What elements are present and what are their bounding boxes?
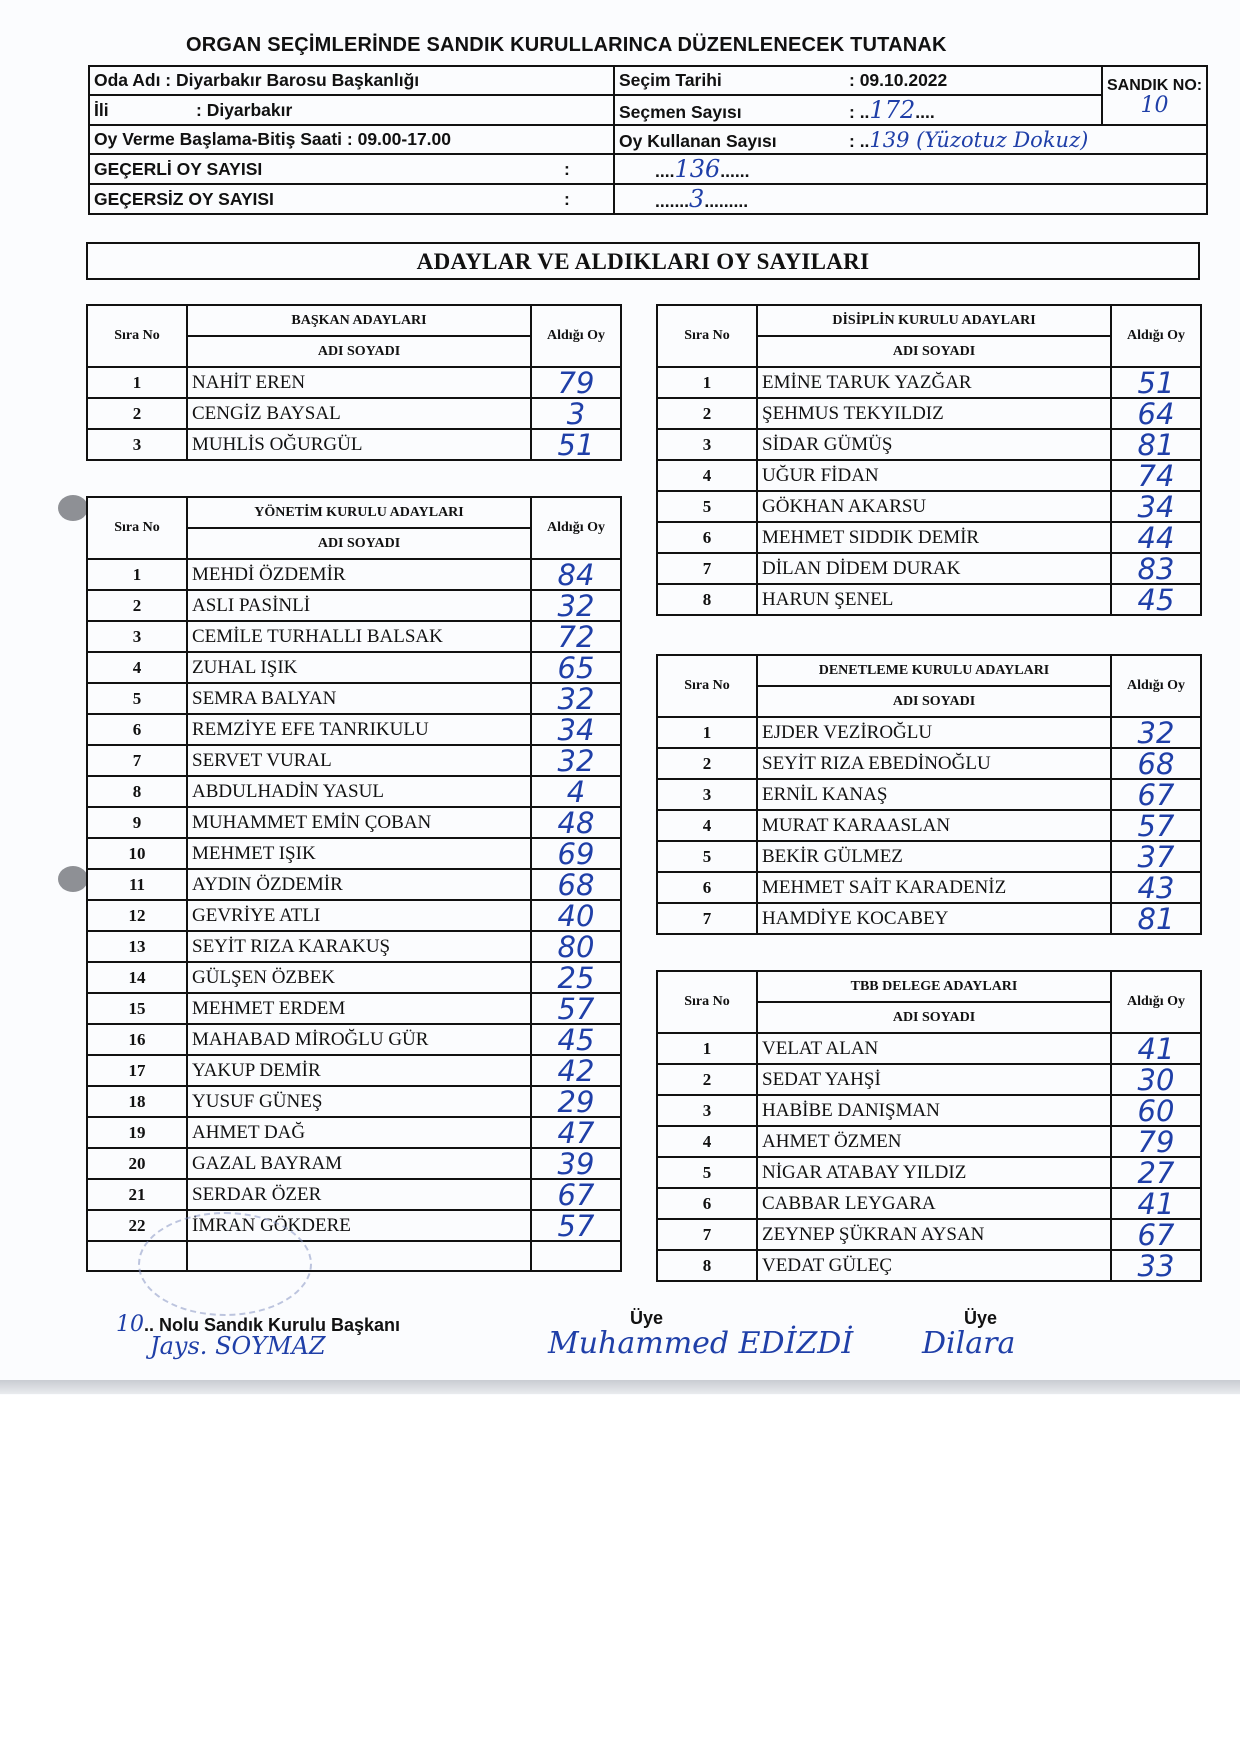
vote-count: 42 <box>531 1055 621 1086</box>
yonetim-table <box>86 496 622 1272</box>
col-aldigi-oy: Aldığı Oy <box>531 305 621 367</box>
candidate-row <box>657 1188 1201 1219</box>
candidate-name: ŞEHMUS TEKYILDIZ <box>757 398 1111 429</box>
candidate-name: YAKUP DEMİR <box>187 1055 531 1086</box>
vote-count: 84 <box>531 559 621 590</box>
candidate-row <box>657 460 1201 491</box>
vote-count: 68 <box>1111 748 1201 779</box>
sira-no-cell: 1 <box>87 559 187 590</box>
vote-count: 34 <box>531 714 621 745</box>
disiplin-table <box>656 304 1202 616</box>
candidate-name: MURAT KARAASLAN <box>757 810 1111 841</box>
vote-count: 41 <box>1111 1188 1201 1219</box>
sira-no-cell: 16 <box>87 1024 187 1055</box>
vote-count: 79 <box>531 367 621 398</box>
colon: : <box>564 158 570 179</box>
section-title: ADAYLAR VE ALDIKLARI OY SAYILARI <box>86 242 1200 280</box>
sira-no-cell: 18 <box>87 1086 187 1117</box>
sira-no-cell: 3 <box>657 429 757 460</box>
candidate-row <box>87 745 621 776</box>
gecersiz-value: 3 <box>689 185 705 213</box>
sira-no-cell: 19 <box>87 1117 187 1148</box>
vote-count: 32 <box>1111 717 1201 748</box>
candidate-row <box>87 900 621 931</box>
candidate-name: SERDAR ÖZER <box>187 1179 531 1210</box>
candidate-row <box>657 1250 1201 1281</box>
candidate-row <box>657 717 1201 748</box>
vote-count: 67 <box>1111 1219 1201 1250</box>
sira-no-cell: 5 <box>87 683 187 714</box>
candidate-name: SEDAT YAHŞİ <box>757 1064 1111 1095</box>
scan-edge <box>0 1380 1240 1394</box>
sira-no-cell: 15 <box>87 993 187 1024</box>
candidate-name: SEYİT RIZA EBEDİNOĞLU <box>757 748 1111 779</box>
candidate-name: AHMET DAĞ <box>187 1117 531 1148</box>
disiplin-heading: DİSİPLİN KURULU ADAYLARI <box>757 305 1111 336</box>
baskan-table <box>86 304 622 461</box>
ili-value: : Diyarbakır <box>196 99 293 120</box>
candidate-row <box>87 429 621 460</box>
sira-no-cell: 4 <box>657 460 757 491</box>
candidate-row <box>657 553 1201 584</box>
tbb-table <box>656 970 1202 1282</box>
candidate-row <box>657 841 1201 872</box>
sira-no-cell: 1 <box>657 717 757 748</box>
candidate-row <box>87 1148 621 1179</box>
vote-count: 51 <box>1111 367 1201 398</box>
sira-no-cell: 5 <box>657 841 757 872</box>
vote-count: 51 <box>531 429 621 460</box>
vote-count: 74 <box>1111 460 1201 491</box>
sira-no-cell: 2 <box>657 748 757 779</box>
yonetim-heading: YÖNETİM KURULU ADAYLARI <box>187 497 531 528</box>
gecerli-value: 136 <box>674 155 721 183</box>
vote-count: 83 <box>1111 553 1201 584</box>
candidate-row <box>87 683 621 714</box>
official-stamp <box>138 1212 312 1316</box>
sira-no-cell: 6 <box>657 872 757 903</box>
candidate-name: HAMDİYE KOCABEY <box>757 903 1111 934</box>
col-adi-soyadi: ADI SOYADI <box>757 686 1111 717</box>
sira-no-cell: 2 <box>657 1064 757 1095</box>
sira-no-cell: 20 <box>87 1148 187 1179</box>
tbb-rows <box>657 1033 1201 1281</box>
vote-count: 32 <box>531 745 621 776</box>
candidate-row <box>87 931 621 962</box>
ili-label: İli <box>94 99 109 120</box>
gecerli-cell <box>89 154 614 184</box>
ili-cell <box>89 95 614 125</box>
candidate-name: NAHİT EREN <box>187 367 531 398</box>
tbb-heading: TBB DELEGE ADAYLARI <box>757 971 1111 1002</box>
candidate-name: YUSUF GÜNEŞ <box>187 1086 531 1117</box>
col-adi-soyadi: ADI SOYADI <box>187 528 531 559</box>
candidate-name: İMRAN GÖKDERE <box>187 1210 531 1241</box>
candidate-row <box>657 810 1201 841</box>
vote-count: 41 <box>1111 1033 1201 1064</box>
candidate-row <box>657 779 1201 810</box>
candidate-row <box>657 872 1201 903</box>
candidate-name: HABİBE DANIŞMAN <box>757 1095 1111 1126</box>
vote-count: 72 <box>531 621 621 652</box>
candidate-name: CENGİZ BAYSAL <box>187 398 531 429</box>
sira-no-cell: 7 <box>657 903 757 934</box>
col-sira-no: Sıra No <box>87 305 187 367</box>
candidate-name: ZEYNEP ŞÜKRAN AYSAN <box>757 1219 1111 1250</box>
denetleme-rows <box>657 717 1201 934</box>
candidate-row <box>87 1086 621 1117</box>
candidate-name: EMİNE TARUK YAZĞAR <box>757 367 1111 398</box>
candidate-row <box>657 903 1201 934</box>
candidate-row <box>87 838 621 869</box>
sira-no-cell: 6 <box>657 1188 757 1219</box>
candidate-row <box>87 367 621 398</box>
member2-label: Üye <box>964 1308 998 1328</box>
sira-no-cell: 12 <box>87 900 187 931</box>
candidate-row <box>657 1126 1201 1157</box>
vote-count: 60 <box>1111 1095 1201 1126</box>
vote-count: 68 <box>531 869 621 900</box>
oda-adi: Oda Adı : Diyarbakır Barosu Başkanlığı <box>89 66 614 95</box>
sira-no-cell: 5 <box>657 1157 757 1188</box>
member2-signature: Dilara <box>922 1326 1016 1361</box>
vote-count: 48 <box>531 807 621 838</box>
sira-no-cell: 17 <box>87 1055 187 1086</box>
candidate-name: ABDULHADİN YASUL <box>187 776 531 807</box>
sira-no-cell: 7 <box>657 1219 757 1250</box>
candidate-row <box>87 714 621 745</box>
candidate-row <box>657 1157 1201 1188</box>
col-sira-no: Sıra No <box>87 497 187 559</box>
candidate-name: VEDAT GÜLEÇ <box>757 1250 1111 1281</box>
sira-no-cell: 14 <box>87 962 187 993</box>
vote-count: 69 <box>531 838 621 869</box>
oy-kullanan-value: 139 (Yüzotuz Dokuz) <box>869 127 1089 152</box>
candidate-name: NİGAR ATABAY YILDIZ <box>757 1157 1111 1188</box>
col-aldigi-oy: Aldığı Oy <box>531 497 621 559</box>
oy-verme-saati: Oy Verme Başlama-Bitiş Saati : 09.00-17.00 <box>89 125 614 154</box>
sira-no-cell: 8 <box>657 1250 757 1281</box>
gecersiz-label: GEÇERSİZ OY SAYISI <box>94 188 274 209</box>
sira-no-cell: 3 <box>87 621 187 652</box>
gecerli-value-cell: ....136...... <box>614 154 1207 184</box>
candidate-name: VELAT ALAN <box>757 1033 1111 1064</box>
disiplin-rows <box>657 367 1201 615</box>
denetleme-heading: DENETLEME KURULU ADAYLARI <box>757 655 1111 686</box>
sira-no-cell: 11 <box>87 869 187 900</box>
secmen-sayisi-label: Seçmen Sayısı <box>619 102 742 122</box>
vote-count: 64 <box>1111 398 1201 429</box>
vote-count: 27 <box>1111 1157 1201 1188</box>
candidate-row <box>87 1117 621 1148</box>
sira-no-cell: 1 <box>657 367 757 398</box>
candidate-row <box>87 621 621 652</box>
gecersiz-cell <box>89 184 614 214</box>
candidate-row <box>657 1064 1201 1095</box>
candidate-row <box>657 1033 1201 1064</box>
candidate-row <box>87 807 621 838</box>
vote-count: 32 <box>531 683 621 714</box>
candidate-name: GÜLŞEN ÖZBEK <box>187 962 531 993</box>
sira-no-cell: 9 <box>87 807 187 838</box>
candidate-name: DİLAN DİDEM DURAK <box>757 553 1111 584</box>
candidate-name: CABBAR LEYGARA <box>757 1188 1111 1219</box>
candidate-name: AHMET ÖZMEN <box>757 1126 1111 1157</box>
sira-no-cell: 8 <box>87 776 187 807</box>
punch-hole <box>58 866 88 892</box>
vote-count: 45 <box>531 1024 621 1055</box>
sira-no-cell: 7 <box>87 745 187 776</box>
candidate-row <box>87 776 621 807</box>
sira-no-cell: 2 <box>87 398 187 429</box>
candidate-name: MEHMET IŞIK <box>187 838 531 869</box>
candidate-row <box>657 1095 1201 1126</box>
sira-no-cell: 4 <box>87 652 187 683</box>
president-signature: Jays. SOYMAZ <box>150 1332 326 1360</box>
candidate-row <box>87 1024 621 1055</box>
vote-count: 80 <box>531 931 621 962</box>
punch-hole <box>58 495 88 521</box>
candidate-name: GEVRİYE ATLI <box>187 900 531 931</box>
candidate-row <box>87 652 621 683</box>
candidate-row <box>657 1219 1201 1250</box>
colon: : <box>564 188 570 209</box>
col-adi-soyadi: ADI SOYADI <box>757 336 1111 367</box>
secim-tarihi-value: : 09.10.2022 <box>849 70 948 90</box>
vote-count: 67 <box>531 1179 621 1210</box>
candidate-name: ZUHAL IŞIK <box>187 652 531 683</box>
col-sira-no: Sıra No <box>657 971 757 1033</box>
candidate-name: UĞUR FİDAN <box>757 460 1111 491</box>
vote-count: 39 <box>531 1148 621 1179</box>
vote-count: 57 <box>531 1210 621 1241</box>
col-adi-soyadi: ADI SOYADI <box>757 1002 1111 1033</box>
vote-count: 65 <box>531 652 621 683</box>
sira-no-cell: 10 <box>87 838 187 869</box>
candidate-name: HARUN ŞENEL <box>757 584 1111 615</box>
sira-no-cell: 6 <box>87 714 187 745</box>
sandik-no-cell <box>1102 66 1207 125</box>
vote-count: 57 <box>531 993 621 1024</box>
candidate-name: SİDAR GÜMÜŞ <box>757 429 1111 460</box>
candidate-row <box>87 1055 621 1086</box>
candidate-name: BEKİR GÜLMEZ <box>757 841 1111 872</box>
candidate-name: SEMRA BALYAN <box>187 683 531 714</box>
candidate-name: MUHLİS OĞURGÜL <box>187 429 531 460</box>
candidate-row <box>87 993 621 1024</box>
president-number: 10 <box>116 1312 144 1337</box>
vote-count: 81 <box>1111 903 1201 934</box>
header-table <box>88 65 1208 215</box>
baskan-rows <box>87 367 621 460</box>
vote-count: 67 <box>1111 779 1201 810</box>
sira-no-cell: 2 <box>657 398 757 429</box>
candidate-row <box>657 429 1201 460</box>
candidate-row <box>87 962 621 993</box>
oy-kullanan-label: Oy Kullanan Sayısı <box>619 130 777 151</box>
sira-no-cell: 1 <box>657 1033 757 1064</box>
candidate-name: GÖKHAN AKARSU <box>757 491 1111 522</box>
sira-no-cell: 8 <box>657 584 757 615</box>
sira-no-cell: 6 <box>657 522 757 553</box>
sira-no-cell: 13 <box>87 931 187 962</box>
candidate-name: MUHAMMET EMİN ÇOBAN <box>187 807 531 838</box>
sandik-value: 10 <box>1140 92 1169 118</box>
secmen-sayisi-value: 172 <box>869 96 916 124</box>
candidate-name: ASLI PASİNLİ <box>187 590 531 621</box>
vote-count: 79 <box>1111 1126 1201 1157</box>
vote-count: 3 <box>531 398 621 429</box>
candidate-row <box>657 748 1201 779</box>
vote-count: 57 <box>1111 810 1201 841</box>
vote-count: 32 <box>531 590 621 621</box>
candidate-row <box>657 522 1201 553</box>
col-aldigi-oy: Aldığı Oy <box>1111 655 1201 717</box>
secmen-sayisi-cell: Seçmen Sayısı : ..172.... <box>614 95 1102 125</box>
vote-count: 30 <box>1111 1064 1201 1095</box>
vote-count: 25 <box>531 962 621 993</box>
candidate-name: MEHMET ERDEM <box>187 993 531 1024</box>
sira-no-cell: 1 <box>87 367 187 398</box>
president-label: .. Nolu Sandık Kurulu Başkanı <box>144 1315 401 1335</box>
candidate-name: MEHMET SAİT KARADENİZ <box>757 872 1111 903</box>
vote-count: 34 <box>1111 491 1201 522</box>
vote-count: 40 <box>531 900 621 931</box>
col-adi-soyadi: ADI SOYADI <box>187 336 531 367</box>
sira-no-cell: 2 <box>87 590 187 621</box>
candidate-name: GAZAL BAYRAM <box>187 1148 531 1179</box>
vote-count: 44 <box>1111 522 1201 553</box>
candidate-name: MEHDİ ÖZDEMİR <box>187 559 531 590</box>
yonetim-rows <box>87 559 621 1241</box>
candidate-row <box>87 1179 621 1210</box>
gecersiz-value-cell: .......3......... <box>614 184 1207 214</box>
candidate-name: AYDIN ÖZDEMİR <box>187 869 531 900</box>
oy-kullanan-cell: Oy Kullanan Sayısı : ..139 (Yüzotuz Dokuz) <box>614 125 1207 154</box>
candidate-name: MEHMET SIDDIK DEMİR <box>757 522 1111 553</box>
vote-count: 4 <box>531 776 621 807</box>
vote-count: 37 <box>1111 841 1201 872</box>
candidate-row <box>87 398 621 429</box>
candidate-name: SERVET VURAL <box>187 745 531 776</box>
vote-count: 81 <box>1111 429 1201 460</box>
sira-no-cell: 3 <box>657 779 757 810</box>
vote-count: 29 <box>531 1086 621 1117</box>
sandik-label: SANDIK NO: <box>1107 76 1203 94</box>
candidate-name: MAHABAD MİROĞLU GÜR <box>187 1024 531 1055</box>
vote-count: 47 <box>531 1117 621 1148</box>
candidate-name: CEMİLE TURHALLI BALSAK <box>187 621 531 652</box>
candidate-row <box>657 491 1201 522</box>
sira-no-cell: 4 <box>657 810 757 841</box>
candidate-row <box>657 367 1201 398</box>
sira-no-cell: 22 <box>87 1210 187 1241</box>
vote-count: 33 <box>1111 1250 1201 1281</box>
secim-tarihi-label: Seçim Tarihi <box>619 70 722 90</box>
sira-no-cell: 21 <box>87 1179 187 1210</box>
sira-no-cell: 3 <box>657 1095 757 1126</box>
vote-count: 45 <box>1111 584 1201 615</box>
candidate-row <box>87 590 621 621</box>
vote-count: 43 <box>1111 872 1201 903</box>
gecerli-label: GEÇERLİ OY SAYISI <box>94 158 263 179</box>
candidate-row <box>657 584 1201 615</box>
candidate-name: EJDER VEZİROĞLU <box>757 717 1111 748</box>
member1-label: Üye <box>630 1308 664 1328</box>
sira-no-cell: 3 <box>87 429 187 460</box>
candidate-name: SEYİT RIZA KARAKUŞ <box>187 931 531 962</box>
candidate-row <box>87 559 621 590</box>
col-sira-no: Sıra No <box>657 305 757 367</box>
sira-no-cell: 7 <box>657 553 757 584</box>
col-sira-no: Sıra No <box>657 655 757 717</box>
document-title: ORGAN SEÇİMLERİNDE SANDIK KURULLARINCA DÜZENLENECEK TUTANAK <box>186 34 947 56</box>
denetleme-table <box>656 654 1202 935</box>
baskan-heading: BAŞKAN ADAYLARI <box>187 305 531 336</box>
candidate-row <box>87 869 621 900</box>
sira-no-cell: 5 <box>657 491 757 522</box>
sira-no-cell: 4 <box>657 1126 757 1157</box>
candidate-name: REMZİYE EFE TANRIKULU <box>187 714 531 745</box>
secim-tarihi-cell <box>614 66 1102 95</box>
candidate-name: ERNİL KANAŞ <box>757 779 1111 810</box>
member1-signature: Muhammed EDİZDİ <box>548 1326 854 1361</box>
col-aldigi-oy: Aldığı Oy <box>1111 971 1201 1033</box>
candidate-row <box>657 398 1201 429</box>
col-aldigi-oy: Aldığı Oy <box>1111 305 1201 367</box>
